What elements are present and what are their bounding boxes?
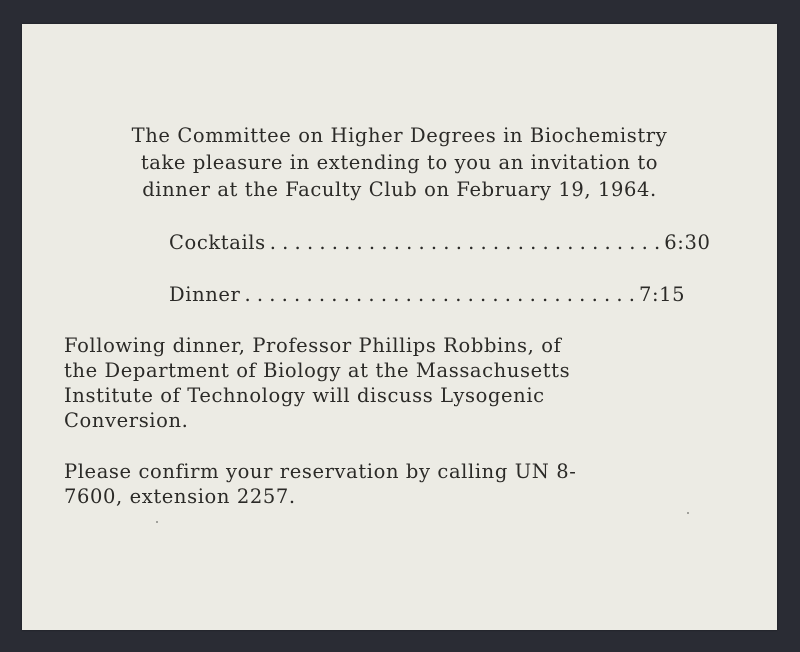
schedule-time: 6:30: [664, 231, 711, 254]
schedule-label: Cocktails: [169, 231, 266, 254]
rsvp-line: 7600, extension 2257.: [64, 485, 296, 508]
lecture-line: Institute of Technology will discuss Lysogenic: [64, 384, 545, 407]
rsvp-line: Please confirm your reservation by calling UN 8-: [64, 460, 577, 483]
paper-speck: [156, 521, 158, 523]
dot-leader: . . . . . . . . . . . . . . . . . . . . . . . . . . . . . . . .: [269, 231, 661, 254]
schedule-row-dinner: [169, 283, 686, 307]
intro-line: The Committee on Higher Degrees in Biochemistry: [131, 124, 668, 147]
intro-line: dinner at the Faculty Club on February 19, 1964.: [142, 178, 657, 201]
schedule-row-cocktails: [169, 231, 711, 255]
lecture-line: Conversion.: [64, 409, 189, 432]
dot-leader: . . . . . . . . . . . . . . . . . . . . . . . . . . . . . . . .: [244, 283, 635, 306]
intro-line: take pleasure in extending to you an invitation to: [140, 151, 659, 174]
paper-speck: [687, 512, 689, 514]
schedule-label: Dinner: [169, 283, 241, 306]
invitation-card: [22, 24, 777, 630]
schedule-time: 7:15: [638, 283, 686, 306]
lecture-line: Following dinner, Professor Phillips Robbins, of: [64, 334, 562, 357]
lecture-line: the Department of Biology at the Massachusetts: [64, 359, 571, 382]
